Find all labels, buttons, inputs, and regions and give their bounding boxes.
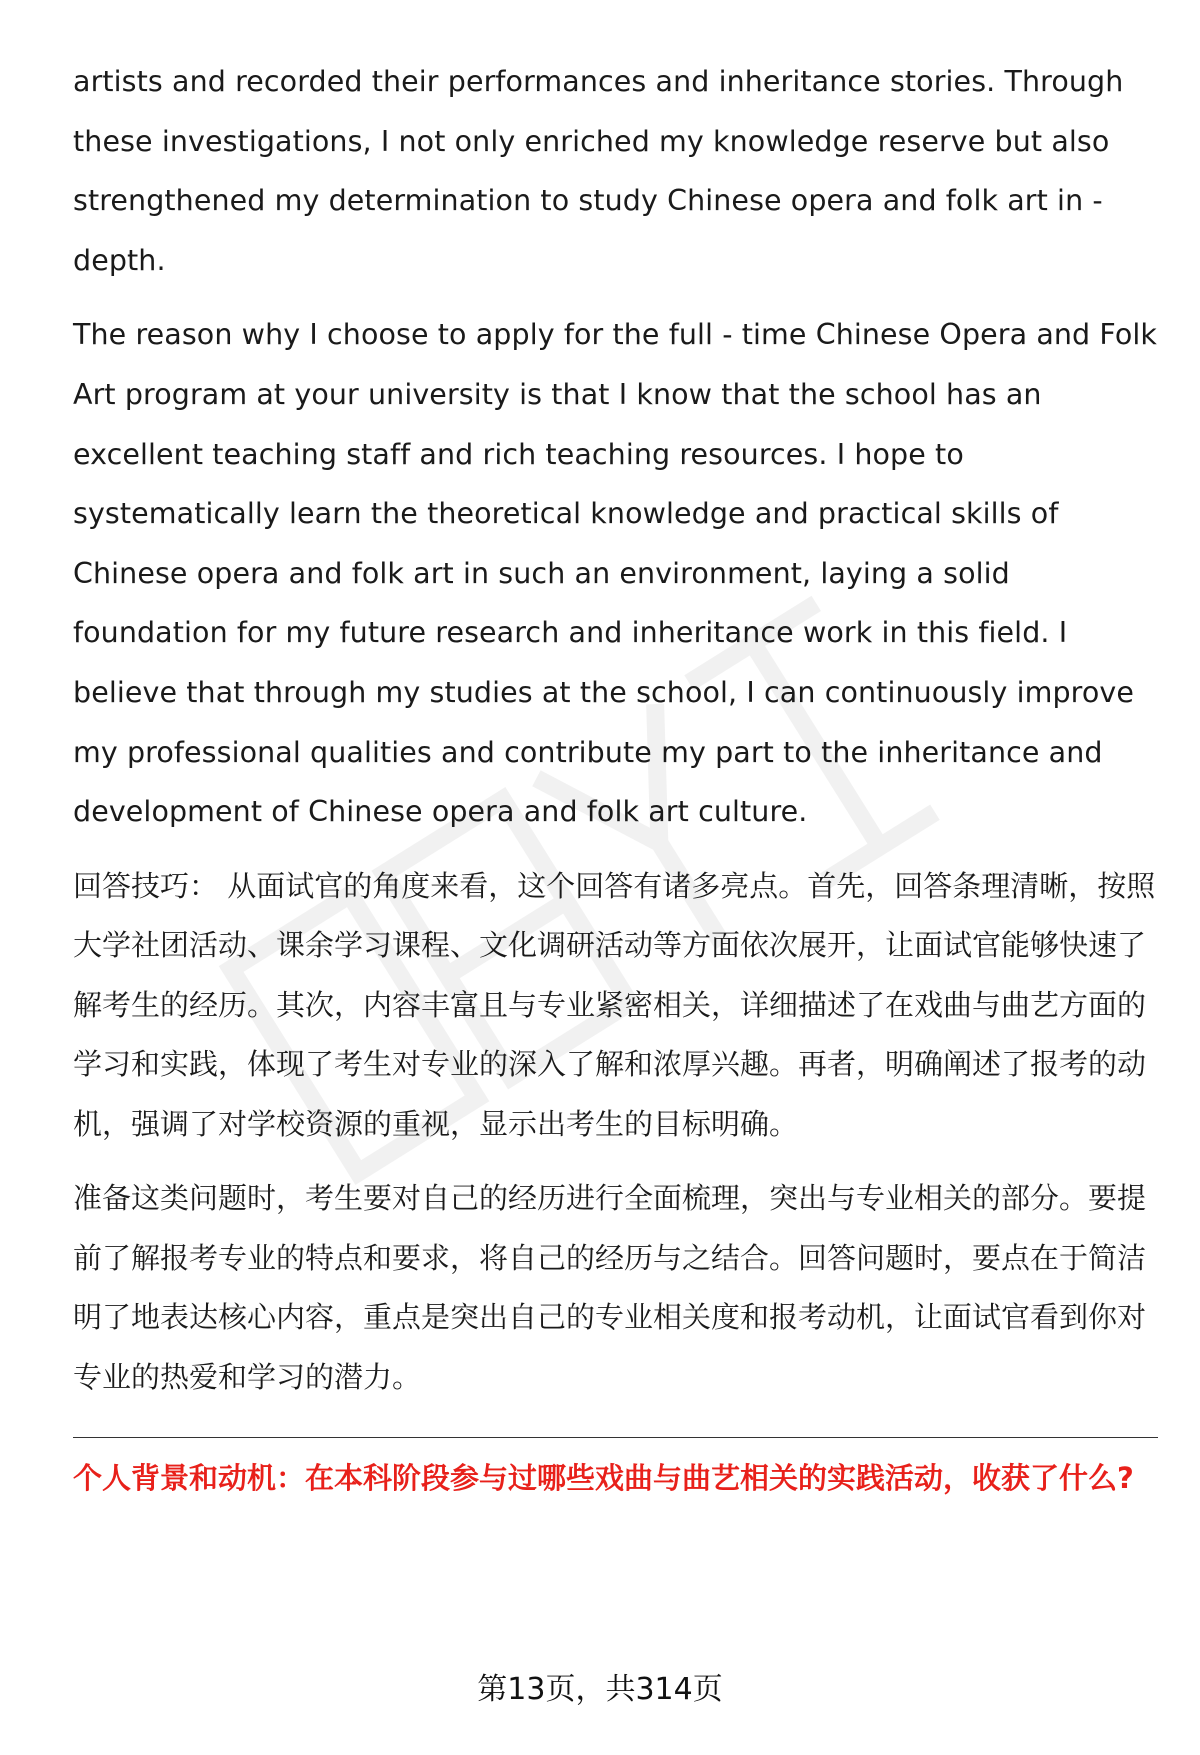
paragraph-answer-tips: 回答技巧： 从面试官的角度来看，这个回答有诸多亮点。首先，回答条理清晰，按照大学社团活动、课余学习课程、文化调研活动等方面依次展开，让面试官能够快速了解考生的经历。其次，内容丰富且与专业紧密相关，详细描述了在戏曲与曲艺方面的学习和实践，体现了考生对专业的深入了解和浓厚兴趣。再者，明确阐述了报考的动机，强调了对学校资源的重视，显示出考生的目标明确。 — [73, 868, 1156, 1141]
document-page — [73, 52, 1158, 1499]
paragraph-application-motivation: The reason why I choose to apply for the full - time Chinese Opera and Folk Art program at your university is that I know that the school has an excellent teaching staff and rich teaching resources. I hope to systematically learn the theoretical knowledge and practical skills of Chinese opera and folk art in such an environment, laying a solid foundation for my future research and inheritance work in this field. I believe that through my studies at the school, I can continuously improve my professional qualities and contribute my part to the inheritance and development of Chinese opera and folk art culture. — [73, 318, 1158, 829]
paragraph-research-experience: artists and recorded their performances and inheritance stories. Through these investigations, I not only enriched my knowledge reserve but also strengthened my determination to study Chinese opera and folk art in - depth. — [73, 65, 1124, 277]
page-number-footer: 第13页，共314页 — [477, 1672, 723, 1707]
section-divider — [73, 1437, 1158, 1438]
paragraph-preparation-advice: 准备这类问题时，考生要对自己的经历进行全面梳理，突出与专业相关的部分。要提前了解报考专业的特点和要求，将自己的经历与之结合。回答问题时，要点在于简洁明了地表达核心内容，重点是突出自己的专业相关度和报考动机，让面试官看到你对专业的热爱和学习的潜力。 — [73, 1181, 1147, 1394]
next-question-heading: 个人背景和动机：在本科阶段参与过哪些戏曲与曲艺相关的实践活动，收获了什么? — [73, 1461, 1134, 1496]
